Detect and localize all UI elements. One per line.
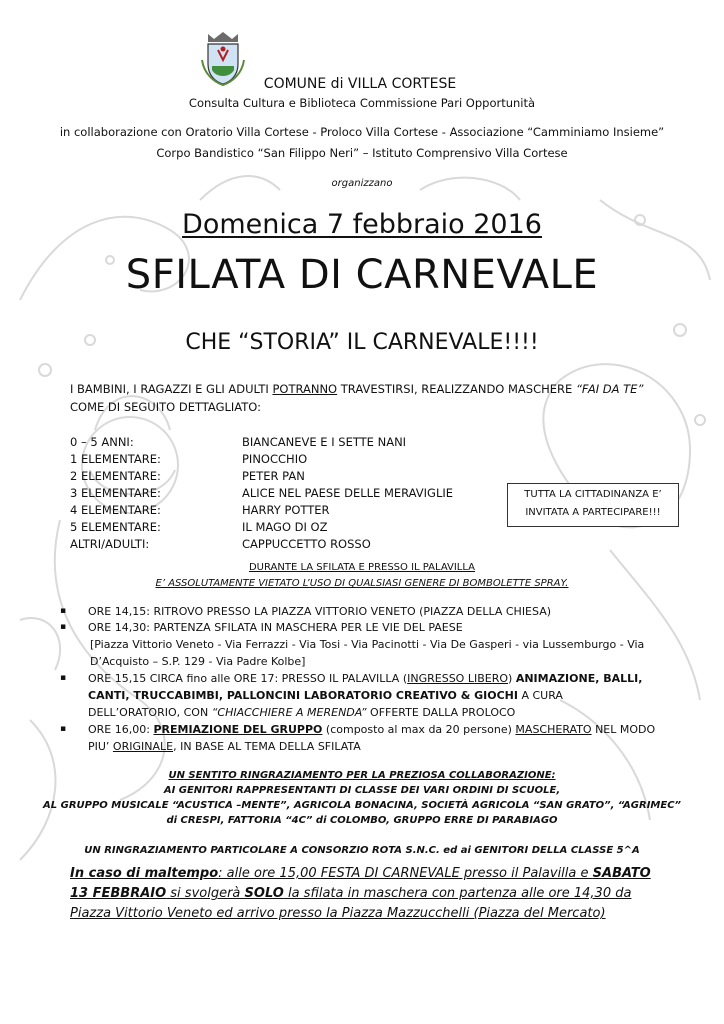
program-item-3-activities: ANIMAZIONE, BALLI, CANTI, TRUCCABIMBI, PALLONCINI LABORATORIO CREATIVO & GIOCHI <box>88 672 643 702</box>
event-title: SFILATA DI CARNEVALE <box>125 252 599 298</box>
spray-warning-line-1: DURANTE LA SFILATA E PRESSO IL PALAVILLA <box>248 562 476 573</box>
grade-theme: IL MAGO DI OZ <box>242 520 328 534</box>
grade-label: 2 ELEMENTARE: <box>70 469 161 483</box>
intro-potranno: POTRANNO <box>272 382 338 396</box>
program-item-3-ingresso: INGRESSO LIBERO <box>407 672 509 685</box>
event-subtitle: CHE “STORIA” IL CARNEVALE!!!! <box>185 330 539 355</box>
grade-row <box>70 502 453 519</box>
intro-text-3: COME DI SEGUITO DETTAGLIATO: <box>70 400 262 414</box>
grade-row <box>70 451 453 468</box>
grade-row <box>70 536 453 553</box>
callout-line-1: TUTTA LA CITTADINANZA E’ <box>524 489 662 500</box>
grade-row <box>70 485 453 502</box>
rain-notice-solo: SOLO <box>244 886 284 901</box>
grade-theme: PINOCCHIO <box>242 452 308 466</box>
parade-route: [Piazza Vittorio Veneto - Via Ferrazzi - Via Tosi - Via Pacinotti - Via De Gasperi - via Lussemburgo - Via D’Acquisto – S.P. 129 - Via Padre Kolbe] <box>90 638 645 668</box>
grade-row <box>70 434 453 451</box>
rain-notice-text-2: si svolgerà <box>166 886 245 901</box>
intro-text-1: I BAMBINI, I RAGAZZI E GLI ADULTI <box>70 382 273 396</box>
program-item-3-text-c: A CURA DELL’ORATORIO, CON <box>88 689 563 719</box>
program-item-4-text-d: , IN BASE AL TEMA DELLA SFILATA <box>173 740 361 753</box>
consulta-line: Consulta Cultura e Biblioteca Commissione Pari Opportunità <box>188 96 536 110</box>
grade-label: 0 – 5 ANNI: <box>70 435 134 449</box>
invitation-callout-box <box>507 483 679 527</box>
rain-notice-text-3: la sfilata in maschera con partenza alle ore 14,30 da Piazza Vittorio Veneto ed arrivo presso la Piazza Mazzucchelli (Piazza del Mercato) <box>70 886 632 921</box>
grade-row <box>70 468 453 485</box>
grade-label: ALTRI/ADULTI: <box>70 537 150 551</box>
grade-theme: CAPPUCCETTO ROSSO <box>242 537 371 551</box>
grade-label: 1 ELEMENTARE: <box>70 452 161 466</box>
program-item-2-text: ORE 14,30: PARTENZA SFILATA IN MASCHERA PER LE VIE DEL PAESE <box>88 621 463 634</box>
program-item-4-text-a: ORE 16,00: <box>88 723 154 736</box>
bullet-icon: ▪ <box>60 673 67 683</box>
grade-theme: BIANCANEVE E I SETTE NANI <box>242 435 407 449</box>
thanks-line-3: AL GRUPPO MUSICALE “ACUSTICA –MENTE”, AGRICOLA BONACINA, SOCIETÀ AGRICOLA “SAN GRATO”, “AGRIMEC” <box>43 800 681 811</box>
thanks-line-2: AI GENITORI RAPPRESENTANTI DI CLASSE DEI VARI ORDINI DI SCUOLE, <box>163 785 561 796</box>
intro-paragraph <box>70 380 660 416</box>
rain-notice-lead: In caso di maltempo <box>70 866 219 881</box>
bullet-icon: ▪ <box>60 606 67 616</box>
program-item-2 <box>60 619 658 636</box>
program-item-3-text-a: ORE 15,15 CIRCA fino alle ORE 17: PRESSO IL PALAVILLA ( <box>88 672 408 685</box>
program-item-4-mascherato: MASCHERATO <box>515 723 592 736</box>
special-thanks: UN RINGRAZIAMENTO PARTICOLARE A CONSORZIO ROTA S.N.C. ed ai GENITORI DELLA CLASSE 5^A <box>84 845 640 856</box>
comune-name: COMUNE di VILLA CORTESE <box>263 76 457 92</box>
spray-warning-line-2: E’ ASSOLUTAMENTE VIETATO L’USO DI QUALSIASI GENERE DI BOMBOLETTE SPRAY. <box>155 578 569 589</box>
program-item-4-premiazione: PREMIAZIONE DEL GRUPPO <box>153 723 323 736</box>
program-item-3-text-b: ) <box>508 672 516 685</box>
thanks-line-1: UN SENTITO RINGRAZIAMENTO PER LA PREZIOSA COLLABORAZIONE: <box>168 770 556 781</box>
program-item-3-chiacchiere: “CHIACCHIERE A MERENDA” <box>211 706 367 719</box>
thanks-line-4: di CRESPI, FATTORIA “4C” di COLOMBO, GRUPPO ERRE DI PARABIAGO <box>166 815 558 826</box>
callout-line-2: INVITATA A PARTECIPARE!!! <box>525 507 661 518</box>
collaboration-line-1: in collaborazione con Oratorio Villa Cortese - Proloco Villa Cortese - Associazione “Camminiamo Insieme” <box>59 125 665 139</box>
organizzano-label: organizzano <box>331 178 393 189</box>
rain-notice-sabato: SABATO 13 FEBBRAIO <box>70 866 651 901</box>
collaboration-line-2: Corpo Bandistico “San Filippo Neri” – Istituto Comprensivo Villa Cortese <box>156 146 568 160</box>
intro-text-2: TRAVESTIRSI, REALIZZANDO MASCHERE <box>337 382 576 396</box>
grade-label: 5 ELEMENTARE: <box>70 520 161 534</box>
grade-theme: ALICE NEL PAESE DELLE MERAVIGLIE <box>242 486 454 500</box>
rain-notice-text-1: : alle ore 15,00 FESTA DI CARNEVALE presso il Palavilla e <box>218 866 593 881</box>
bullet-icon: ▪ <box>60 724 67 734</box>
rain-notice <box>70 864 670 924</box>
bullet-icon: ▪ <box>60 622 67 632</box>
program-item-4-text-c: NEL MODO PIU’ <box>88 723 656 753</box>
program-item-3 <box>60 670 658 721</box>
grade-theme-list <box>70 434 453 553</box>
program-item-3-text-d: OFFERTE DALLA PROLOCO <box>366 706 516 719</box>
intro-fai-da-te: “FAI DA TE” <box>575 382 644 396</box>
grade-label: 4 ELEMENTARE: <box>70 503 161 517</box>
program-item-4-originale: ORIGINALE <box>112 740 174 753</box>
grade-theme: PETER PAN <box>242 469 305 483</box>
event-date: Domenica 7 febbraio 2016 <box>182 209 542 240</box>
program-item-1 <box>60 603 658 620</box>
program-item-4-text-b: (composto al max da 20 persone) <box>322 723 516 736</box>
grade-row <box>70 519 453 536</box>
grade-theme: HARRY POTTER <box>242 503 330 517</box>
program-item-1-text: ORE 14,15: RITROVO PRESSO LA PIAZZA VITTORIO VENETO (PIAZZA DELLA CHIESA) <box>88 605 552 618</box>
program-item-4 <box>60 721 658 755</box>
grade-label: 3 ELEMENTARE: <box>70 486 161 500</box>
